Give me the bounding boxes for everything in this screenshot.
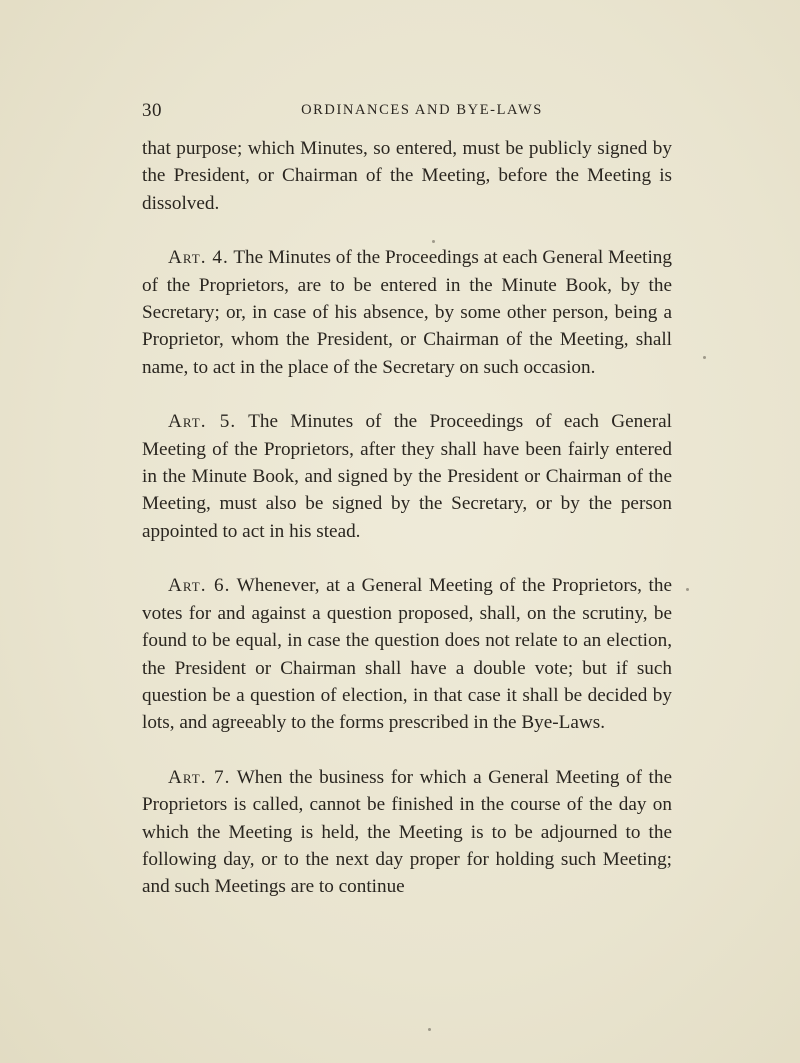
running-head: ORDINANCES AND BYE-LAWS <box>301 102 543 118</box>
body-text <box>142 135 672 901</box>
article-text: The Minutes of the Proceedings at each General Meeting of the Proprietors, are to be entered in the Minute Book, by the Secretary; or, in case of his absence, by some other person, being a Proprietor, whom the President, or Chairman of the Meeting, shall name, to act in the place of the Secretary on such occasion. <box>142 247 672 378</box>
paragraph-text: that purpose; which Minutes, so entered, must be publicly signed by the President, or Chairman of the Meeting, before the Meeting is dissolved. <box>142 138 672 214</box>
article-text: The Minutes of the Proceedings of each General Meeting of the Proprietors, after they shall have been fairly entered in the Minute Book, and signed by the President or Chairman of the Meeting, must also be signed by the Secretary, or by the person appointed to act in his stead. <box>142 411 672 542</box>
article-label: Art. 5. <box>168 411 237 433</box>
page-header <box>142 100 672 124</box>
article-text: When the business for which a General Meeting of the Proprietors is called, cannot be finished in the course of the day on which the Meeting is held, the Meeting is to be adjourned to the following day, or to the next day proper for holding such Meeting; and such Meetings are to continue <box>142 766 672 898</box>
paragraph-continuation <box>142 135 672 217</box>
article-label: Art. 7. <box>168 766 231 788</box>
paper-speck <box>432 240 435 243</box>
article-label: Art. 6. <box>168 575 231 597</box>
article-4 <box>142 244 672 381</box>
article-7 <box>142 764 672 901</box>
page-number: 30 <box>142 100 162 121</box>
article-5 <box>142 408 672 545</box>
article-label: Art. 4. <box>168 247 229 269</box>
paper-speck <box>686 588 689 591</box>
article-text: Whenever, at a General Meeting of the Proprietors, the votes for and against a question proposed, shall, on the scrutiny, be found to be equal, in case the question does not relate to an election, the President or Chairman shall have a double vote; but if such question be a question of election, in that case it shall be decided by lots, and agreeably to the forms prescribed in the Bye-Laws. <box>142 575 672 734</box>
article-6 <box>142 572 672 736</box>
paper-speck <box>703 356 706 359</box>
paper-speck <box>428 1028 431 1031</box>
